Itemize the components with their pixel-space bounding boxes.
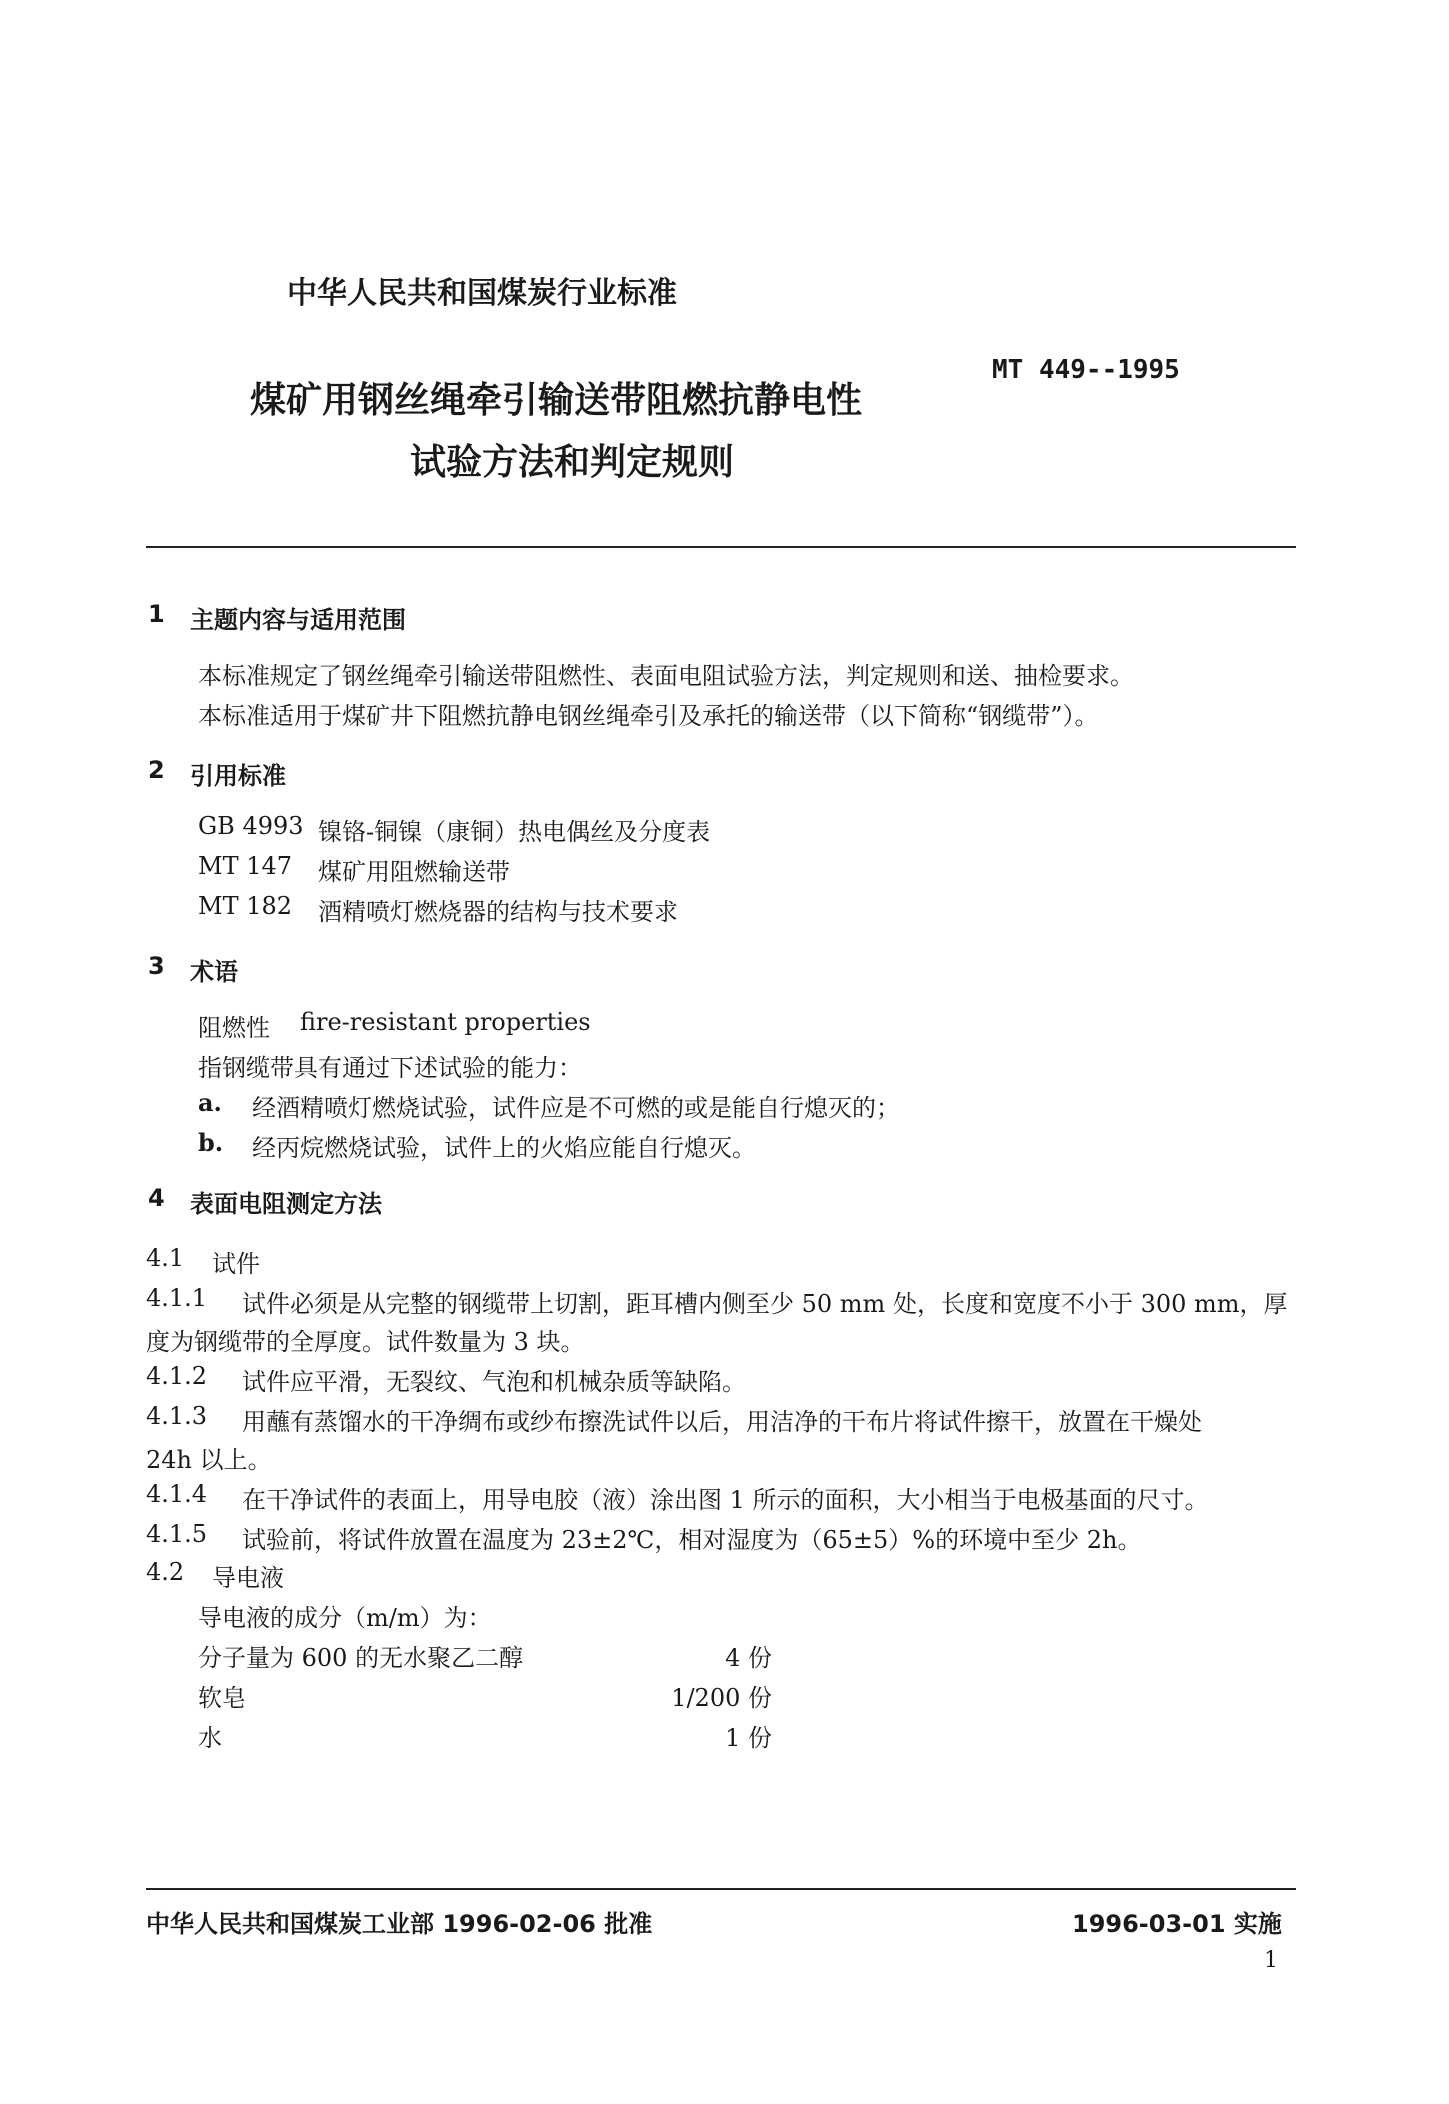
- section-1-paragraph-2: 本标准适用于煤矿井下阻燃抗静电钢丝绳牵引及承托的输送带（以下简称“钢缆带”）。: [198, 702, 1099, 730]
- clause-4-1-3-number: 4.1.3: [146, 1402, 208, 1430]
- composition-component: 分子量为 600 的无水聚乙二醇: [198, 1644, 524, 1672]
- composition-amount: 1/200 份: [671, 1684, 772, 1712]
- footer-rule: [146, 1888, 1296, 1890]
- document-title-line1: 煤矿用钢丝绳牵引输送带阻燃抗静电性: [250, 380, 863, 421]
- reference-code: GB 4993: [198, 812, 304, 840]
- term-en: fire-resistant properties: [300, 1008, 591, 1036]
- header-rule: [146, 546, 1296, 548]
- reference-name: 镍铬-铜镍（康铜）热电偶丝及分度表: [318, 818, 711, 846]
- composition-component: 水: [198, 1724, 222, 1752]
- section-1-title: 主题内容与适用范围: [190, 606, 406, 634]
- clause-4-1-3-line2: 24h 以上。: [146, 1446, 272, 1474]
- reference-name: 煤矿用阻燃输送带: [318, 858, 510, 886]
- clause-4-1-4-text: 在干净试件的表面上，用导电胶（液）涂出图 1 所示的面积，大小相当于电极基面的尺寸。: [242, 1486, 1209, 1514]
- reference-name: 酒精喷灯燃烧器的结构与技术要求: [318, 898, 678, 926]
- reference-code: MT 147: [198, 852, 293, 880]
- approval-line: 中华人民共和国煤炭工业部 1996-02-06 批准: [146, 1910, 653, 1938]
- reference-code: MT 182: [198, 892, 293, 920]
- list-item-text: 经酒精喷灯燃烧试验，试件应是不可燃的或是能自行熄灭的；: [252, 1094, 900, 1122]
- section-3-number: 3: [148, 952, 165, 980]
- section-2-title: 引用标准: [190, 762, 286, 790]
- term-definition: 指钢缆带具有通过下述试验的能力：: [198, 1054, 582, 1082]
- clause-4-1-4-number: 4.1.4: [146, 1480, 208, 1508]
- document-title-line2: 试验方法和判定规则: [410, 442, 735, 483]
- subsection-4-1-number: 4.1: [146, 1244, 185, 1272]
- section-2-number: 2: [148, 756, 165, 784]
- composition-amount: 1 份: [725, 1724, 772, 1752]
- clause-4-1-3-line1: 用蘸有蒸馏水的干净绸布或纱布擦洗试件以后，用洁净的干布片将试件擦干，放置在干燥处: [242, 1408, 1202, 1436]
- term-zh: 阻燃性: [198, 1014, 270, 1042]
- clause-4-1-2-text: 试件应平滑，无裂纹、气泡和机械杂质等缺陷。: [242, 1368, 746, 1396]
- clause-4-1-5-number: 4.1.5: [146, 1520, 208, 1548]
- section-3-title: 术语: [190, 958, 238, 986]
- clause-4-1-2-number: 4.1.2: [146, 1362, 208, 1390]
- subsection-4-1-title: 试件: [212, 1250, 260, 1278]
- composition-component: 软皂: [198, 1684, 246, 1712]
- issuer-title: 中华人民共和国煤炭行业标准: [287, 276, 677, 311]
- list-item-marker: b.: [198, 1128, 224, 1157]
- clause-4-1-5-text: 试验前，将试件放置在温度为 23±2℃，相对湿度为（65±5）%的环境中至少 2h。: [242, 1526, 1142, 1554]
- subsection-4-2-number: 4.2: [146, 1558, 185, 1586]
- list-item-marker: a.: [198, 1088, 222, 1117]
- composition-intro: 导电液的成分（m/m）为：: [198, 1604, 492, 1632]
- composition-amount: 4 份: [725, 1644, 772, 1672]
- section-1-number: 1: [148, 600, 165, 628]
- section-1-paragraph-1: 本标准规定了钢丝绳牵引输送带阻燃性、表面电阻试验方法，判定规则和送、抽检要求。: [198, 662, 1134, 690]
- standard-code: MT 449--1995: [992, 355, 1180, 385]
- clause-4-1-1-number: 4.1.1: [146, 1284, 208, 1312]
- effective-date: 1996-03-01 实施: [1072, 1910, 1282, 1938]
- clause-4-1-1-line1: 试件必须是从完整的钢缆带上切割，距耳槽内侧至少 50 mm 处，长度和宽度不小于 300 mm，厚: [242, 1290, 1288, 1318]
- page-number: 1: [1264, 1948, 1278, 1973]
- section-4-number: 4: [148, 1184, 165, 1212]
- section-4-title: 表面电阻测定方法: [190, 1190, 382, 1218]
- subsection-4-2-title: 导电液: [212, 1564, 284, 1592]
- clause-4-1-1-line2: 度为钢缆带的全厚度。试件数量为 3 块。: [146, 1328, 585, 1356]
- list-item-text: 经丙烷燃烧试验，试件上的火焰应能自行熄灭。: [252, 1134, 756, 1162]
